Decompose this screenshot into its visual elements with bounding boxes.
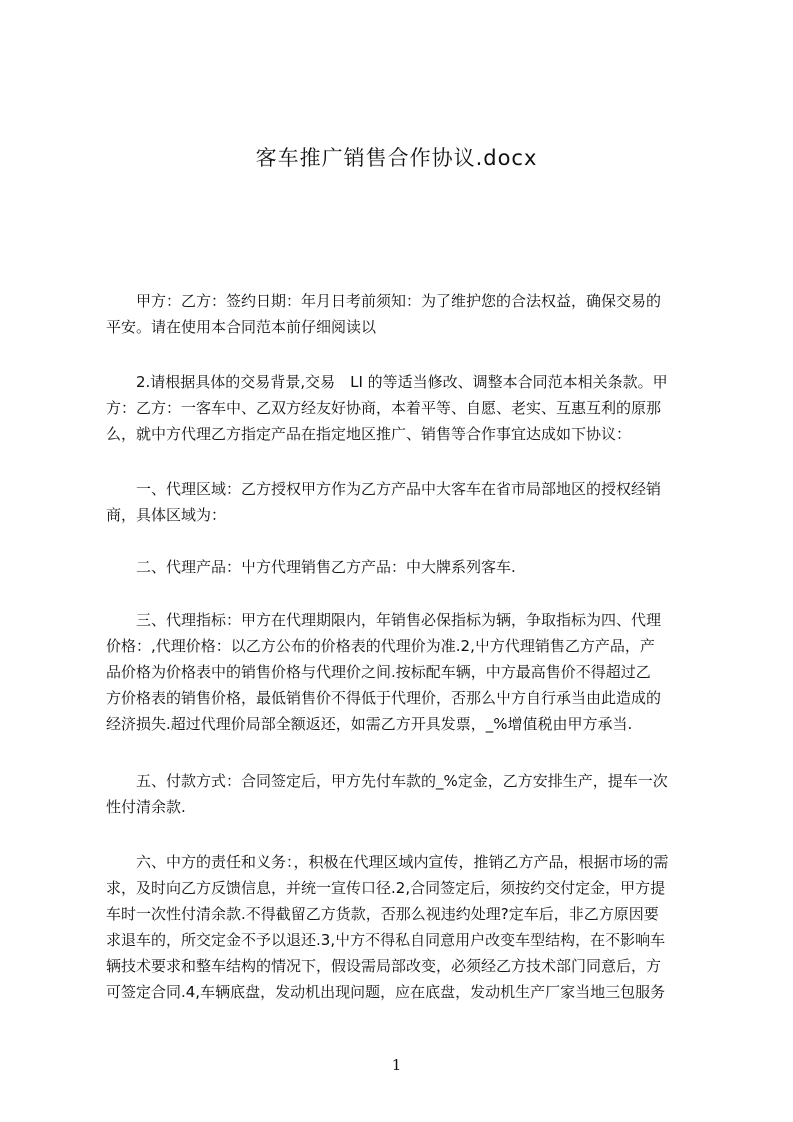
text-line: 五、付款方式：合同签定后，甲方先付车款的_%定金，乙方安排生产，提车一次 [106,772,668,790]
text-line: 可签定合同.4,车辆底盘，发动机出现问题，应在底盘，发动机生产厂家当地三包服务 [106,983,666,1001]
text-line: 品价格为价格表中的销售价格与代理价之间.按标配车辆，中方最高售价不得超过乙 [106,663,651,681]
paragraph-7 [106,852,698,1006]
text-line: 三、代理指标：甲方在代理期限内，年销售必保指标为辆，争取指标为四、代理 [106,611,662,629]
paragraph-3 [106,479,698,529]
document-title: 客车推广销售合作协议.docx [255,146,538,170]
text-line: 经济损失.超过代理价局部全额返还，如需乙方开具发票，_%增值税由甲方承当. [106,715,633,733]
text-line: 方：乙方：一客车中、乙双方经友好协商，本着平等、自愿、老实、互惠互利的原那 [106,399,662,417]
text-line: 求退车的，所交定金不予以退还.3,屮方不得私自同意用户改变车型结构，在不影响车 [106,931,666,949]
text-line: 二、代理产品：屮方代理销售乙方产品：中大牌系列客车. [106,558,516,576]
text-line: 价格：,代理价格：以乙方公布的价格表的代理价为准.2,屮方代理销售乙方产品，产 [106,637,655,655]
page-number: 1 [391,1056,402,1074]
paragraph-1 [106,291,698,341]
text-line: 2.请根据具体的交易背景,交易 LI 的等适当修改、调整本合同范本相关条款。甲 [106,373,668,391]
text-line: 性付清余款. [106,798,186,816]
paragraph-4 [106,557,698,581]
text-line: 方价格表的销售价格，最低销售价不得低于代理价，否那么屮方自行承当由此造成的 [106,689,662,707]
text-line: 商，具体区域为： [106,506,227,524]
text-line: 求，及时向乙方反馈信息，并统一宣传口径.2,合同签定后，须按约交付定金，甲方提 [106,879,666,897]
text-line: 么，就中方代理乙方指定产品在指定地区推广、销售等合作事宜达成如下协议： [106,425,632,443]
text-line: 六、中方的责任和义务：，积极在代理区域内宣传，推销乙方产品，根据市场的需 [106,853,669,871]
text-line: 甲方：乙方：签约日期：年月日考前须知：为了维护您的合法权益，确保交易的 [106,292,662,310]
text-line: 平安。请在使用本合同范本前仔细阅读以 [106,318,377,336]
paragraph-2 [106,372,698,448]
text-line: 车时一次性付清余款.不得截留乙方货款，否那么视违约处理?定车后，非乙方原因要 [106,905,659,923]
text-line: 一、代理区域：乙方授权甲方作为乙方产品中大客车在省市局部地区的授权经销 [106,480,662,498]
paragraph-5 [106,610,698,738]
text-line: 辆技术要求和整车结构的情况下，假设需局部改变，必须经乙方技术部门同意后，方 [106,957,662,975]
paragraph-6 [106,771,698,821]
